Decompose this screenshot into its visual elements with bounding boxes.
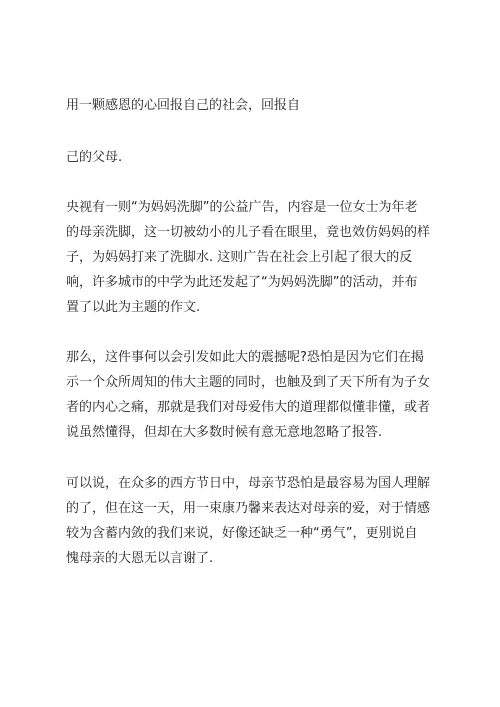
text-line: 者的内心之痛，那就是我们对母爱伟大的道理都似懂非懂，或者 <box>66 400 431 415</box>
text-line: 置了以此为主题的作文. <box>66 300 201 315</box>
text-line: 那么，这件事何以会引发如此大的震撼呢?恐怕是因为它们在揭 <box>66 350 424 365</box>
text-line: 央视有一则“为妈妈洗脚”的公益广告，内容是一位女士为年老 <box>66 200 418 215</box>
text-line: 可以说，在众多的西方节日中，母亲节恐怕是最容易为国人理解 <box>66 476 431 491</box>
paragraph-reflection <box>66 345 438 445</box>
text-line: 说虽然懂得，但却在大多数时候有意无意地忽略了报答. <box>66 425 383 440</box>
paragraph-intro <box>66 93 438 118</box>
text-line: 的母亲洗脚，这一切被幼小的儿子看在眼里，竟也效仿妈妈的样 <box>66 225 431 240</box>
paragraph-ad-description <box>66 195 438 320</box>
text-line: 己的父母. <box>66 150 123 165</box>
text-line: 示一个众所周知的伟大主题的同时，也触及到了天下所有为子女 <box>66 375 431 390</box>
text-line: 用一颗感恩的心回报自己的社会，回报自 <box>66 98 301 113</box>
paragraph-intro-continued <box>66 145 438 170</box>
text-line: 子，为妈妈打来了洗脚水. 这则广告在社会上引起了很大的反 <box>66 250 413 265</box>
text-line: 响，许多城市的中学为此还发起了“为妈妈洗脚”的活动，并布 <box>66 275 418 290</box>
text-line: 愧母亲的大恩无以言谢了. <box>66 551 214 566</box>
text-line: 的了，但在这一天，用一束康乃馨来表达对母亲的爱，对于情感 <box>66 501 431 516</box>
paragraph-mothers-day <box>66 471 438 571</box>
text-line: 较为含蓄内敛的我们来说，好像还缺乏一种“勇气”，更别说自 <box>66 526 418 541</box>
